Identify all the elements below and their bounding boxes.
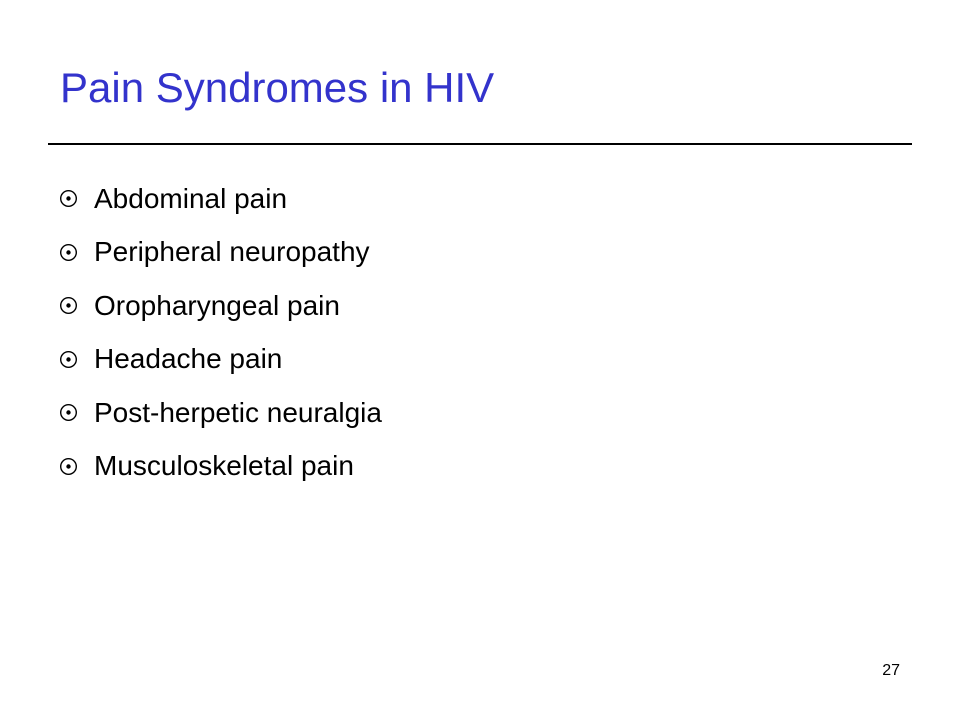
bullet-list — [58, 172, 382, 493]
bullet-label: Oropharyngeal pain — [94, 289, 340, 321]
bullet-label: Musculoskeletal pain — [94, 450, 354, 482]
bullet-label: Peripheral neuropathy — [94, 236, 370, 268]
title-divider — [48, 143, 912, 145]
bullet-label: Abdominal pain — [94, 182, 288, 214]
slide-number: 27 — [882, 662, 900, 679]
list-item — [58, 333, 382, 387]
circle-dot-icon — [59, 296, 78, 315]
circle-dot-icon — [59, 189, 78, 208]
bullet-label: Headache pain — [94, 343, 283, 375]
list-item — [58, 172, 382, 226]
list-item — [58, 226, 382, 280]
circle-dot-icon — [59, 243, 78, 262]
list-item — [58, 386, 382, 440]
circle-dot-icon — [59, 457, 78, 476]
circle-dot-icon — [59, 403, 78, 422]
bullet-label: Post-herpetic neuralgia — [94, 396, 382, 428]
circle-dot-icon — [59, 350, 78, 369]
list-item — [58, 440, 382, 494]
list-item — [58, 279, 382, 333]
slide-title: Pain Syndromes in HIV — [60, 64, 495, 111]
